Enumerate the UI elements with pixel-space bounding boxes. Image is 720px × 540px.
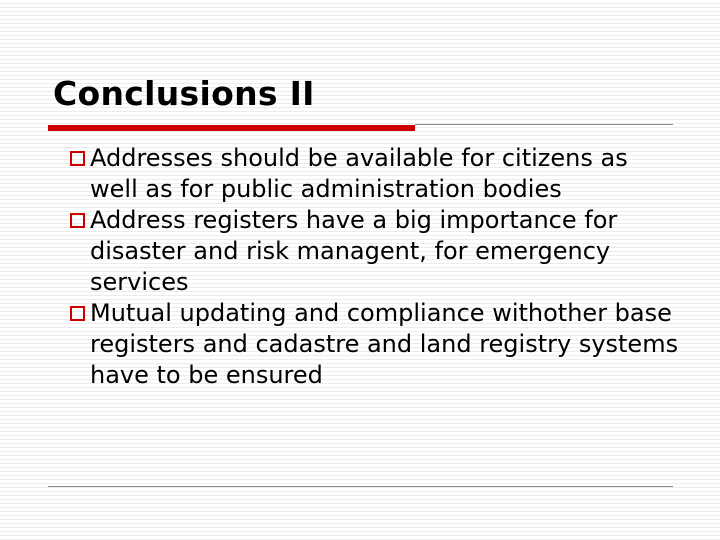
hollow-square-icon [70, 213, 85, 228]
bullet-text: Mutual updating and compliance withother base registers and cadastre and land registry systems have to be ensured [90, 299, 679, 389]
title-underline-rule [415, 124, 673, 125]
footer-rule [48, 486, 673, 487]
bullet-item-2 [70, 205, 680, 298]
bullet-text: Address registers have a big importance for disaster and risk managent, for emergency services [90, 206, 618, 296]
bullet-item-1 [70, 143, 680, 205]
bullet-item-3 [70, 298, 680, 391]
bullet-list [70, 143, 680, 391]
hollow-square-icon [70, 306, 85, 321]
slide-title: Conclusions II [53, 74, 315, 113]
hollow-square-icon [70, 151, 85, 166]
title-underline-accent [48, 125, 415, 131]
bullet-text: Addresses should be available for citizens as well as for public administration bodies [90, 144, 628, 203]
